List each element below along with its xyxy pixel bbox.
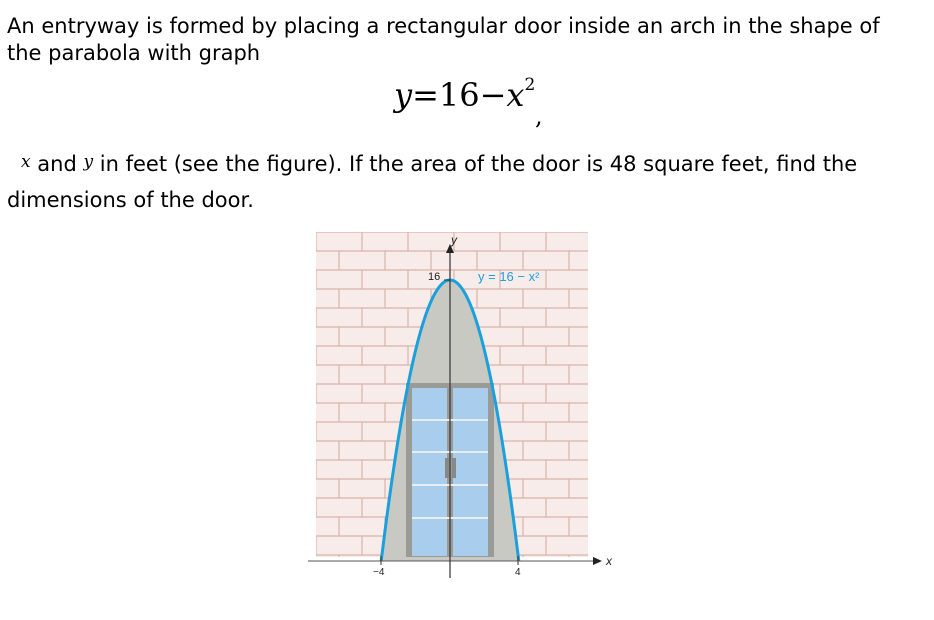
equation-y: y bbox=[394, 76, 413, 114]
parabola-equation bbox=[394, 76, 535, 114]
inline-var-x: x bbox=[21, 152, 31, 172]
door-handle-left bbox=[445, 458, 449, 478]
and-text: and bbox=[37, 152, 77, 176]
entryway-figure bbox=[300, 220, 630, 585]
inline-var-y: y bbox=[83, 152, 94, 172]
equation-minus: − bbox=[479, 76, 507, 114]
equation-x: x bbox=[506, 76, 525, 114]
y-axis-label: y bbox=[451, 233, 457, 247]
x-tick-neg4: −4 bbox=[373, 567, 385, 578]
problem-text-line-4: dimensions of the door. bbox=[7, 188, 254, 212]
problem-text-line-2: the parabola with graph bbox=[7, 41, 261, 65]
y-tick-16: 16 bbox=[428, 271, 441, 283]
equation-exponent: 2 bbox=[524, 75, 536, 96]
door-handle-right bbox=[452, 458, 456, 478]
x-axis-label: x bbox=[606, 554, 612, 568]
x-axis-arrow bbox=[593, 557, 602, 565]
door-right-glass bbox=[453, 388, 488, 556]
equation-constant: 16 bbox=[438, 76, 480, 114]
x-tick-4: 4 bbox=[515, 567, 521, 578]
curve-label: y = 16 − x² bbox=[478, 269, 540, 284]
equation-comma: , bbox=[535, 102, 543, 130]
problem-text-line-1: An entryway is formed by placing a rectangular door inside an arch in the shape of bbox=[7, 14, 880, 38]
problem-text-line-3-rest: in feet (see the figure). If the area of the door is 48 square feet, find the bbox=[99, 152, 858, 176]
problem-text-line-3 bbox=[7, 151, 857, 179]
door-left-glass bbox=[412, 388, 447, 556]
equation-equals: = bbox=[412, 76, 439, 114]
